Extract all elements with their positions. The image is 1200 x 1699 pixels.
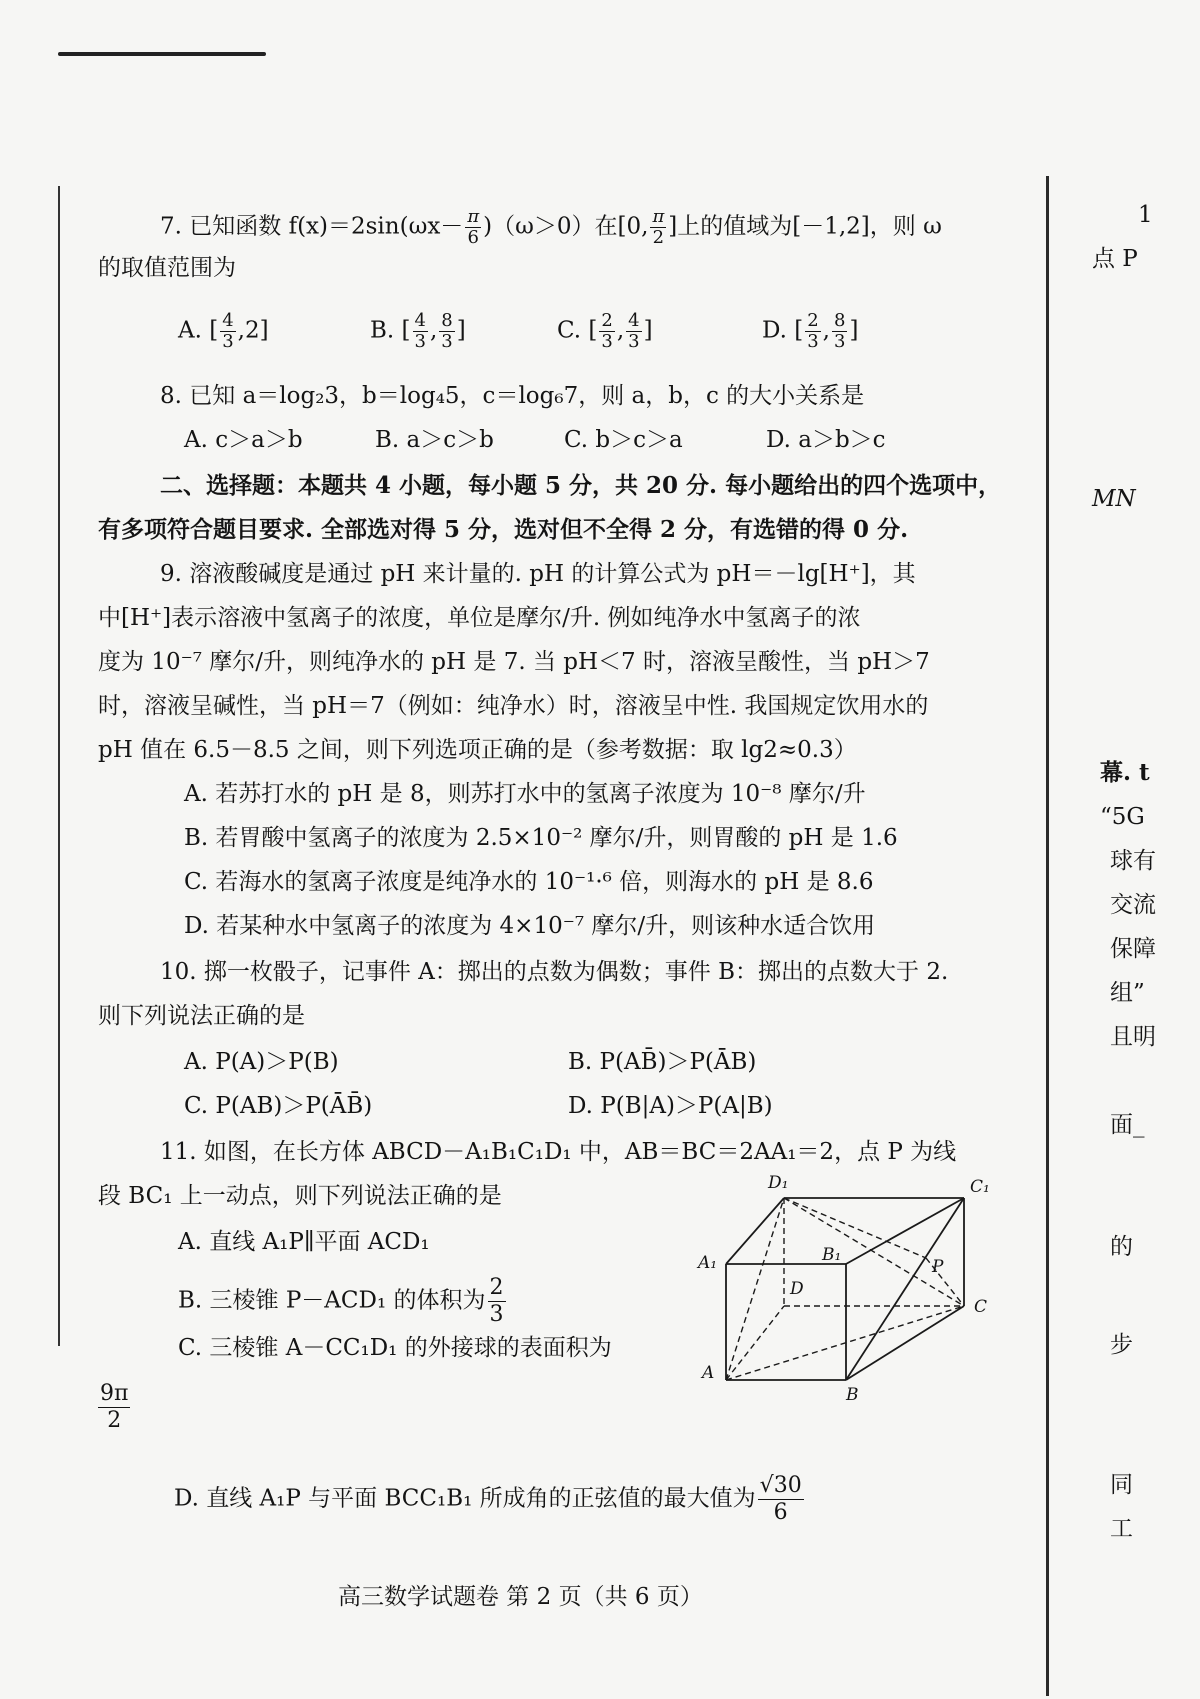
right-fragment: “5G xyxy=(1100,804,1145,830)
q10-option-d: D. P(B|A)＞P(A|B) xyxy=(568,1093,773,1119)
label-b: B xyxy=(846,1385,859,1405)
q8-stem: 8. 已知 a＝log₂3，b＝log₄5，c＝log₆7，则 a，b，c 的大小关系是 xyxy=(160,383,865,409)
q9-option-a: A. 若苏打水的 pH 是 8，则苏打水中的氢离子浓度为 10⁻⁸ 摩尔/升 xyxy=(184,781,866,807)
q8-option-d: D. a＞b＞c xyxy=(766,427,886,453)
edge-b-c xyxy=(846,1306,964,1380)
right-fragment: 的 xyxy=(1110,1234,1133,1260)
q8-option-c: C. b＞c＞a xyxy=(564,427,683,453)
top-rule xyxy=(58,52,266,56)
right-fragment: 且明 xyxy=(1110,1024,1156,1050)
edge-b1-c1 xyxy=(846,1198,964,1264)
right-fragment: 幕. t xyxy=(1100,759,1150,786)
q7-line1: 7. 已知函数 f(x)＝2sin(ωx－ $\frac{\pi}{6}$ )（ω＞0）在[0, $\frac{\pi}{2}$ ]上的值域为[－1,2]，则 ω xyxy=(160,206,942,248)
label-d1: D₁ xyxy=(768,1173,789,1193)
q9-line4: 时，溶液呈碱性，当 pH＝7（例如：纯净水）时，溶液呈中性. 我国规定饮用水的 xyxy=(98,693,929,719)
right-fragment: MN xyxy=(1092,486,1136,512)
q10-option-a: A. P(A)＞P(B) xyxy=(184,1049,339,1075)
right-fragment: 组” xyxy=(1110,980,1145,1006)
right-fragment: 同 xyxy=(1110,1472,1133,1498)
label-d: D xyxy=(790,1279,804,1299)
right-fragment: 交流 xyxy=(1110,892,1156,918)
section2-instructions-line2: 有多项符合题目要求. 全部选对得 5 分，选对但不全得 2 分，有选错的得 0 分. xyxy=(98,516,909,543)
q11-line1: 11. 如图，在长方体 ABCD－A₁B₁C₁D₁ 中，AB＝BC＝2AA₁＝2，点 P 为线 xyxy=(160,1139,957,1165)
fold-line xyxy=(1046,176,1049,1696)
label-c1: C₁ xyxy=(970,1177,990,1197)
label-a1: A₁ xyxy=(698,1253,718,1273)
q9-option-b: B. 若胃酸中氢离子的浓度为 2.5×10⁻² 摩尔/升，则胃酸的 pH 是 1.6 xyxy=(184,825,898,851)
right-fragment: 1 xyxy=(1138,202,1153,228)
q10-line2: 则下列说法正确的是 xyxy=(98,1003,305,1029)
edge-a1-d1 xyxy=(726,1198,784,1264)
q8-option-b: B. a＞c＞b xyxy=(375,427,494,453)
q7-line2: 的取值范围为 xyxy=(98,255,236,281)
q9-line5: pH 值在 6.5－8.5 之间，则下列选项正确的是（参考数据：取 lg2≈0.3） xyxy=(98,737,857,763)
page-footer: 高三数学试题卷 第 2 页（共 6 页） xyxy=(338,1584,703,1610)
q11-line2: 段 BC₁ 上一动点，则下列说法正确的是 xyxy=(98,1183,502,1209)
label-a: A xyxy=(702,1363,715,1383)
q10-option-b: B. P(AB̄)＞P(ĀB) xyxy=(568,1049,757,1075)
q7-option-b: B. [ $\frac{4}{3}$ , $\frac{8}{3}$ ] xyxy=(370,310,466,352)
right-fragment: 点 P xyxy=(1092,246,1138,272)
q9-option-c: C. 若海水的氢离子浓度是纯净水的 10⁻¹·⁶ 倍，则海水的 pH 是 8.6 xyxy=(184,869,874,895)
diagonal-a-d1 xyxy=(726,1198,784,1380)
q7-option-a: A. [ $\frac{4}{3}$ ,2] xyxy=(178,310,269,352)
segment-b-c1 xyxy=(846,1198,964,1380)
diagonal-a-c xyxy=(726,1306,964,1380)
q8-option-a: A. c＞a＞b xyxy=(184,427,303,453)
edge-a-d xyxy=(726,1306,784,1380)
right-fragment: 保障 xyxy=(1110,936,1156,962)
q9-line2: 中[H⁺]表示溶液中氢离子的浓度，单位是摩尔/升. 例如纯净水中氢离子的浓 xyxy=(98,605,861,631)
q9-line1: 9. 溶液酸碱度是通过 pH 来计量的. pH 的计算公式为 pH＝－lg[H⁺]，其 xyxy=(160,561,916,587)
diagonal-d1-c xyxy=(784,1198,964,1306)
label-b1: B₁ xyxy=(822,1245,842,1265)
label-p: P xyxy=(932,1257,944,1277)
right-fragment: 球有 xyxy=(1110,848,1156,874)
right-fragment: 工 xyxy=(1110,1516,1133,1542)
q7-option-d: D. [ $\frac{2}{3}$ , $\frac{8}{3}$ ] xyxy=(762,310,859,352)
left-margin-rule xyxy=(58,186,60,1346)
q9-option-d: D. 若某种水中氢离子的浓度为 4×10⁻⁷ 摩尔/升，则该种水适合饮用 xyxy=(184,913,876,939)
q11-option-b: B. 三棱锥 P－ACD₁ 的体积为 $\frac{2}{3}$ xyxy=(178,1275,504,1327)
cuboid-diagram xyxy=(694,1168,1024,1406)
q11-option-a: A. 直线 A₁P∥平面 ACD₁ xyxy=(178,1229,430,1255)
q7-option-c: C. [ $\frac{2}{3}$ , $\frac{4}{3}$ ] xyxy=(557,310,653,352)
q10-option-c: C. P(AB)＞P(ĀB̄) xyxy=(184,1093,373,1119)
section2-instructions-line1: 二、选择题：本题共 4 小题，每小题 5 分，共 20 分. 每小题给出的四个选项中， xyxy=(160,472,1002,499)
cuboid-figure xyxy=(694,1168,1024,1406)
label-c: C xyxy=(974,1297,988,1317)
q11-option-c: C. 三棱锥 A－CC₁D₁ 的外接球的表面积为 xyxy=(178,1335,612,1361)
q11-option-c-value: $\frac{9\pi}{2}$ xyxy=(100,1381,129,1433)
q10-line1: 10. 掷一枚骰子，记事件 A：掷出的点数为偶数；事件 B：掷出的点数大于 2. xyxy=(160,959,949,985)
q9-line3: 度为 10⁻⁷ 摩尔/升，则纯净水的 pH 是 7. 当 pH＜7 时，溶液呈酸性，当 pH＞7 xyxy=(98,649,930,675)
segment-d1-p xyxy=(784,1198,926,1258)
right-fragment: 面_ xyxy=(1110,1112,1145,1138)
q11-option-d: D. 直线 A₁P 与平面 BCC₁B₁ 所成角的正弦值的最大值为 $\frac{√30}{6}$ xyxy=(174,1473,802,1525)
right-fragment: 步 xyxy=(1110,1332,1133,1358)
